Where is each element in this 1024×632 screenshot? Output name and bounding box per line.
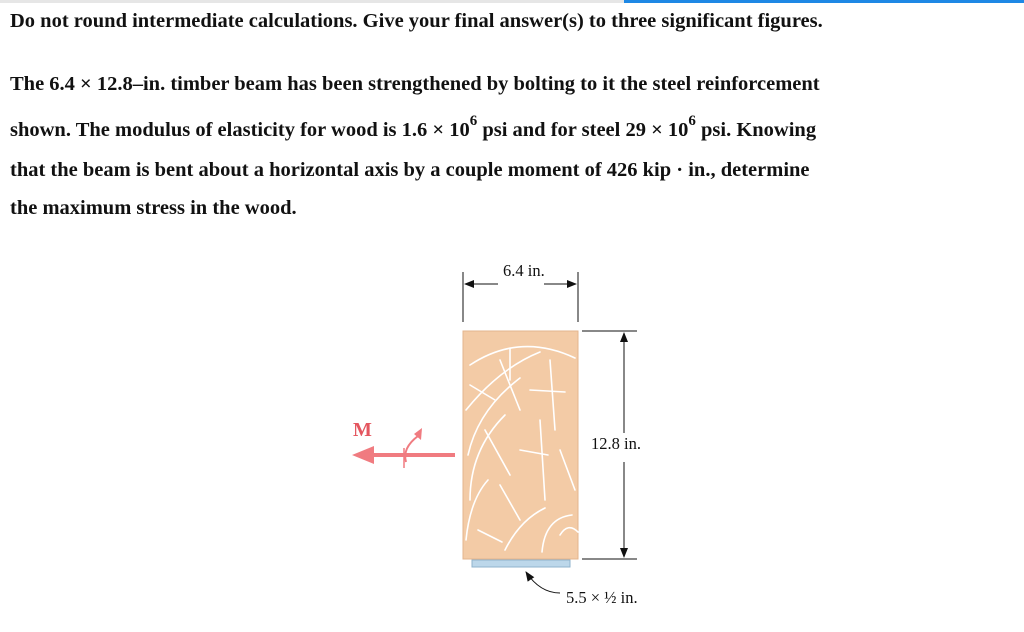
exponent-wood: 6: [469, 113, 478, 130]
problem-line-2b: psi and for steel 29 × 10: [477, 119, 689, 141]
width-label: 6.4 in.: [503, 261, 545, 280]
problem-line-1: The 6.4 × 12.8–in. timber beam has been strengthened by bolting to it the steel reinforcement: [10, 73, 820, 95]
top-rule-accent: [624, 0, 1024, 3]
problem-line-3: that the beam is bent about a horizontal axis by a couple moment of 426 kip · in., determine: [10, 159, 810, 181]
beam-diagram: [0, 250, 1024, 632]
plate-leader: [526, 572, 560, 593]
problem-line-2a: shown. The modulus of elasticity for wood is 1.6 × 10: [10, 119, 470, 141]
steel-plate: [472, 560, 570, 567]
problem-line-2: [10, 113, 817, 142]
instruction-text: Do not round intermediate calculations. Give your final answer(s) to three significant figures.: [10, 10, 823, 32]
top-rule: [0, 0, 1024, 3]
beam-figure: [0, 250, 1024, 632]
timber-section: [463, 331, 578, 559]
problem-line-2c: psi. Knowing: [695, 119, 817, 141]
height-label: 12.8 in.: [591, 434, 641, 453]
moment-label: M: [353, 419, 372, 441]
plate-label: 5.5 × ½ in.: [566, 588, 638, 607]
exponent-steel: 6: [688, 113, 696, 130]
problem-line-4: the maximum stress in the wood.: [10, 197, 297, 219]
